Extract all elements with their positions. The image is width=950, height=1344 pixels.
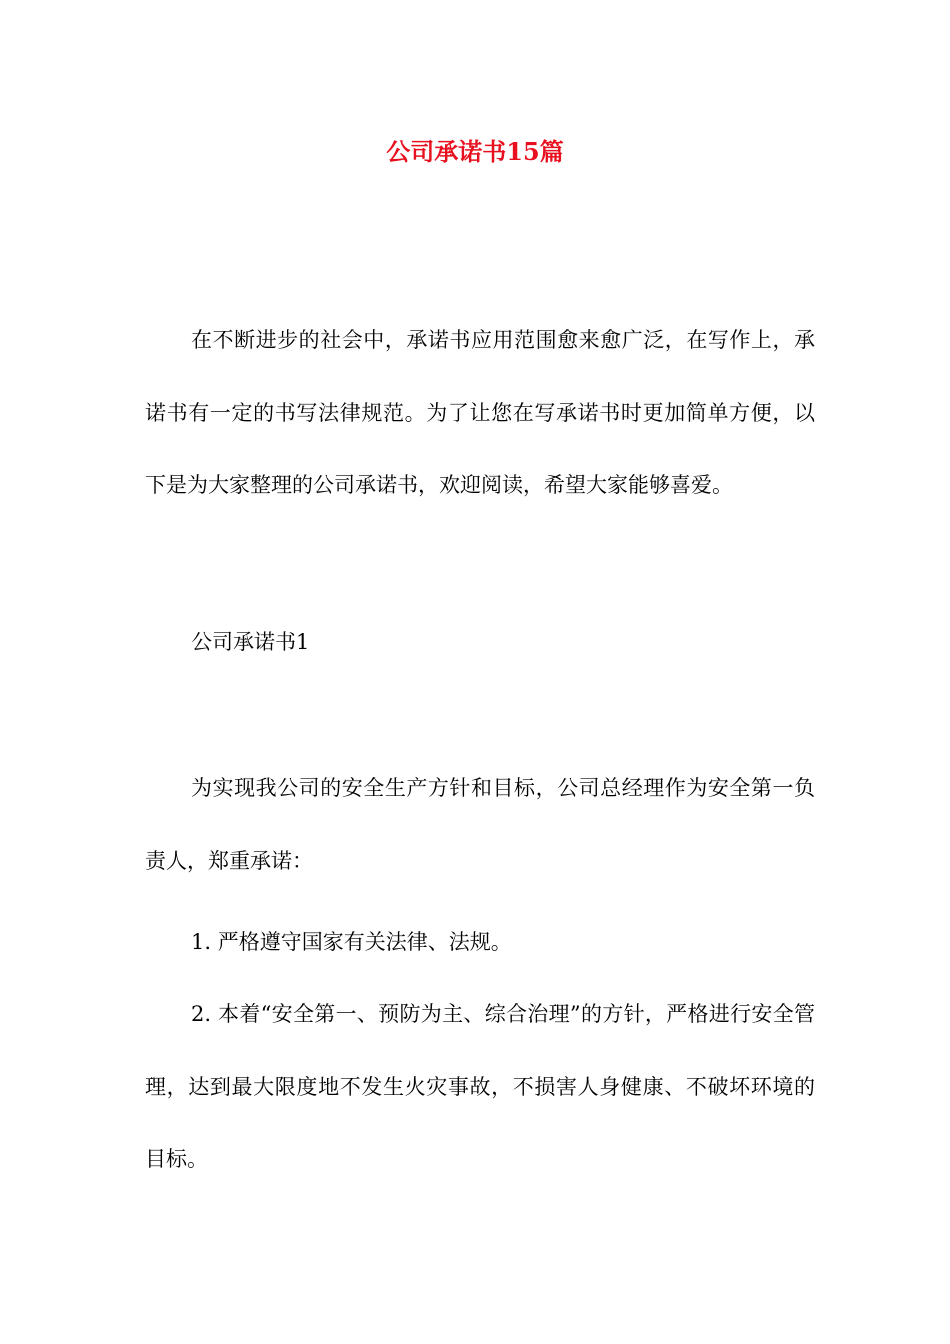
document-title: 公司承诺书15篇 (386, 137, 564, 166)
body-intro-paragraph: 为实现我公司的安全生产方针和目标，公司总经理作为安全第一负责人，郑重承诺： (145, 776, 815, 873)
list-item: 2. 本着“安全第一、预防为主、综合治理”的方针，严格进行安全管理，达到最大限度地不发生火灾事故，不损害人身健康、不破坏环境的目标。 (145, 1002, 815, 1171)
section-heading: 公司承诺书1 (191, 630, 310, 654)
list-item: 1. 严格遵守国家有关法律、法规。 (191, 930, 512, 954)
intro-paragraph: 在不断进步的社会中，承诺书应用范围愈来愈广泛，在写作上，承诺书有一定的书写法律规范。为了让您在写承诺书时更加简单方便，以下是为大家整理的公司承诺书，欢迎阅读，希望大家能够喜爱。 (145, 328, 815, 497)
